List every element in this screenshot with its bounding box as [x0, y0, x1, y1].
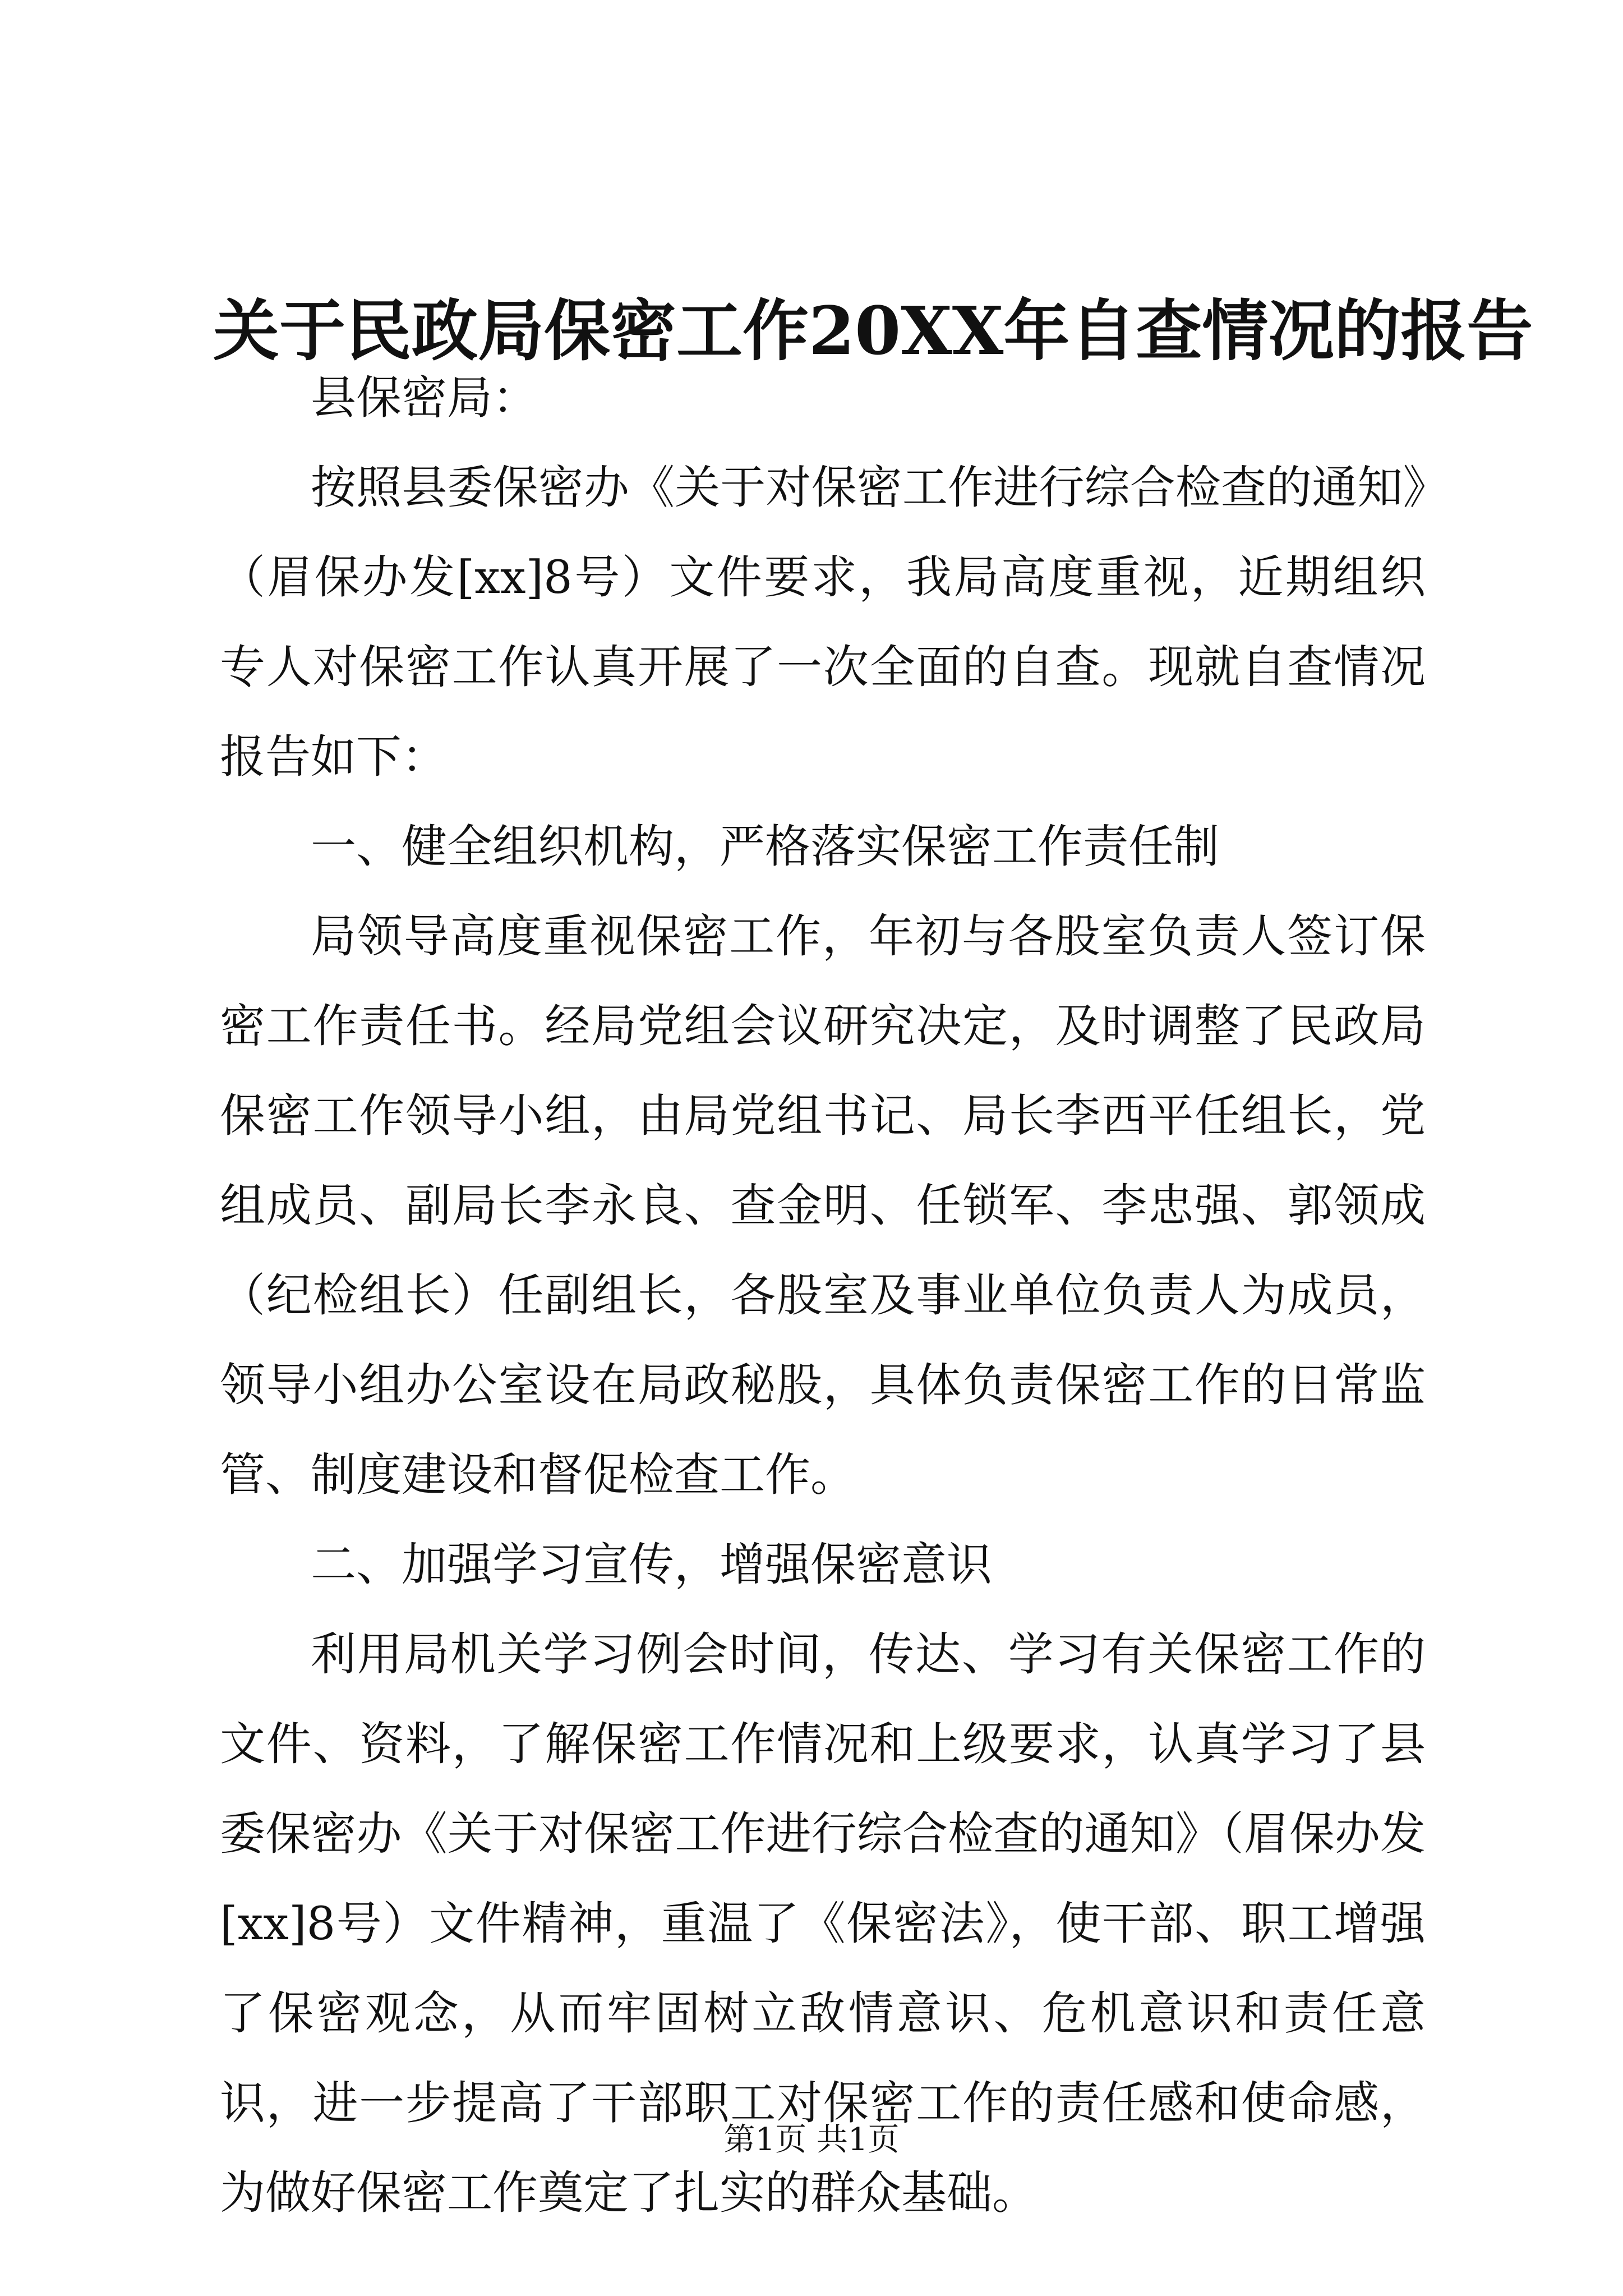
document-title: 关于民政局保密工作20XX年自查情况的报告 [213, 292, 1533, 370]
paragraph-intro: 按照县委保密办《关于对保密工作进行综合检查的通知》（眉保办发[xx]8号）文件要求，我局高度重视，近期组织专人对保密工作认真开展了一次全面的自查。现就自查情况报告如下： [220, 462, 1426, 784]
section-heading-1: 一、健全组织机构，严格落实保密工作责任制 [311, 821, 1220, 873]
paragraph-section-1: 局领导高度重视保密工作，年初与各股室负责人签订保密工作责任书。经局党组会议研究决定，及时调整了民政局保密工作领导小组，由局党组书记、局长李西平任组长，党组成员、副局长李永良、查金明、任锁军、李忠强、郭领成（纪检组长）任副组长，各股室及事业单位负责人为成员，领导小组办公室设在局政秘股，具体负责保密工作的日常监管、制度建设和督促检查工作。 [220, 910, 1426, 1502]
salutation: 县保密局： [311, 372, 538, 425]
document-body [220, 353, 1426, 2238]
paragraph-section-2: 利用局机关学习例会时间，传达、学习有关保密工作的文件、资料，了解保密工作情况和上级要求，认真学习了县委保密办《关于对保密工作进行综合检查的通知》（眉保办发[xx]8号）文件精神，重温了《保密法》，使干部、职工增强了保密观念，从而牢固树立敌情意识、危机意识和责任意识，进一步提高了干部职工对保密工作的责任感和使命感，为做好保密工作奠定了扎实的群众基础。 [220, 1628, 1426, 2220]
section-heading-2: 二、加强学习宣传，增强保密意识 [311, 1539, 993, 1591]
page-footer: 第1页 共1页 [723, 2122, 900, 2158]
